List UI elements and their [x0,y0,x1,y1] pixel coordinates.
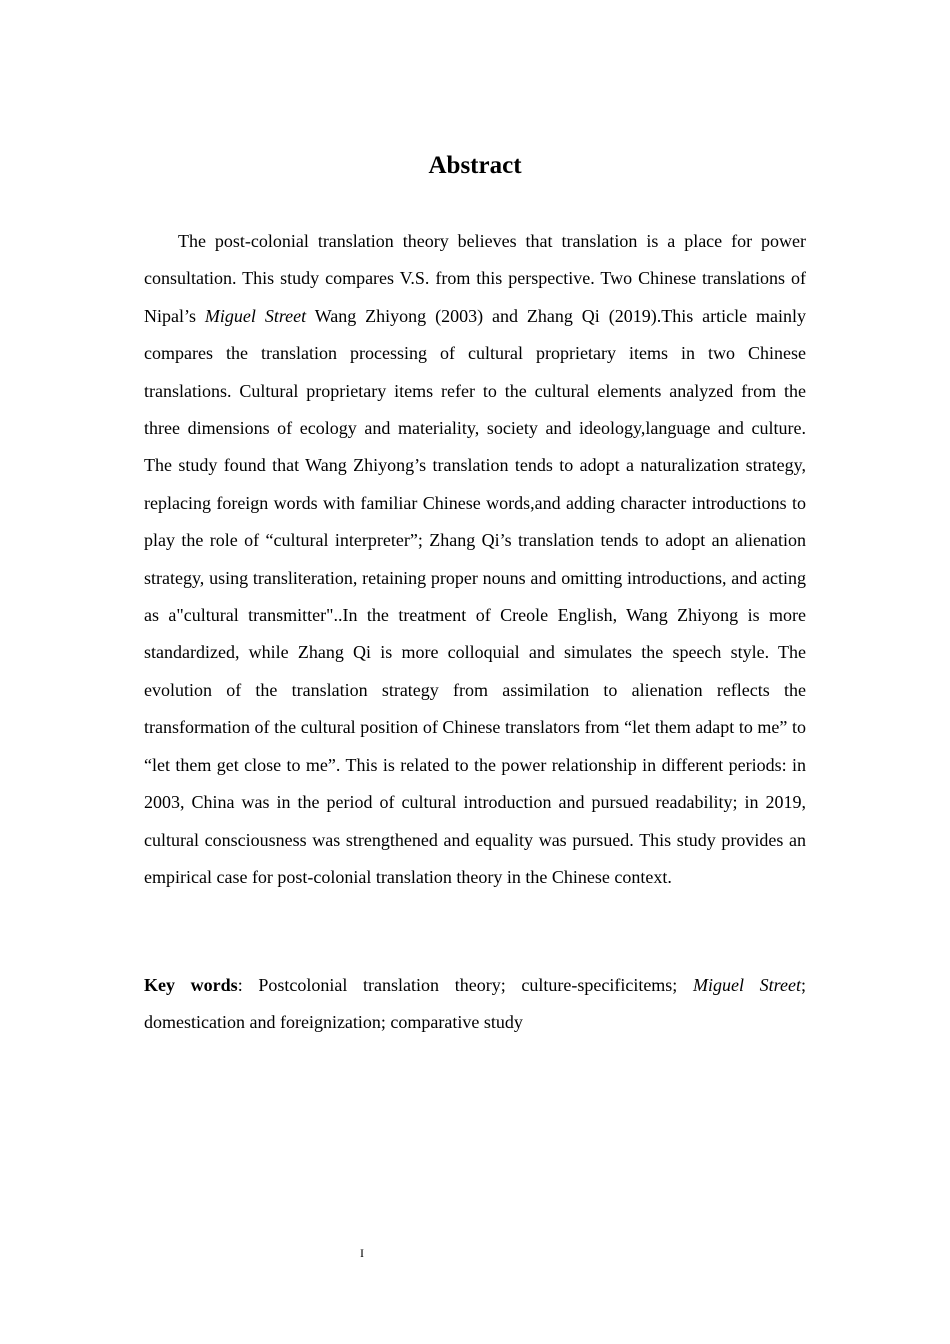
abstract-text-part-2: Wang Zhiyong (2003) and Zhang Qi (2019).This article mainly compares the translation processing of cultural proprietary items in two Chinese translations. Cultural proprietary items refer to the cultural elements analyzed from the three dimensions of ecology and materiality, society and ideology,language and culture. The study found that Wang Zhiyong’s translation tends to adopt a naturalization strategy, replacing foreign words with familiar Chinese words,and adding character introductions to play the role of “cultural interpreter”; Zhang Qi’s translation tends to adopt an alienation strategy, using transliteration, retaining proper nouns and omitting introductions, and acting as a"cultural transmitter"..In the treatment of Creole English, Wang Zhiyong is more standardized, while Zhang Qi is more colloquial and simulates the speech style. The evolution of the translation strategy from assimilation to alienation reflects the transformation of the cultural position of Chinese translators from “let them adapt to me” to “let them get close to me”. This is related to the power relationship in different periods: in 2003, China was in the period of cultural introduction and pursued readability; in 2019, cultural consciousness was strengthened and equality was pursued. This study provides an empirical case for post-colonial translation theory in the Chinese context. [144,305,806,887]
abstract-paragraph [144,223,806,896]
abstract-title: Abstract [428,152,522,179]
book-title: Miguel Street [204,305,307,326]
keywords-label: Key words [144,975,238,995]
page-number: I [360,1246,364,1260]
abstract-text-part-1: The post-colonial translation theory believes that translation is a place for power consultation. This study compares V.S. from this perspective. Two Chinese translations of Nipal’s [144,231,806,326]
keywords-book-title: Miguel Street [693,975,801,995]
keywords-paragraph [144,967,806,1042]
keywords-before-title: Postcolonial translation theory; culture-specificitems; [258,975,693,995]
keywords-after-title: ; domestication and foreignization; comparative study [144,975,806,1033]
keywords-separator: : [237,975,259,995]
